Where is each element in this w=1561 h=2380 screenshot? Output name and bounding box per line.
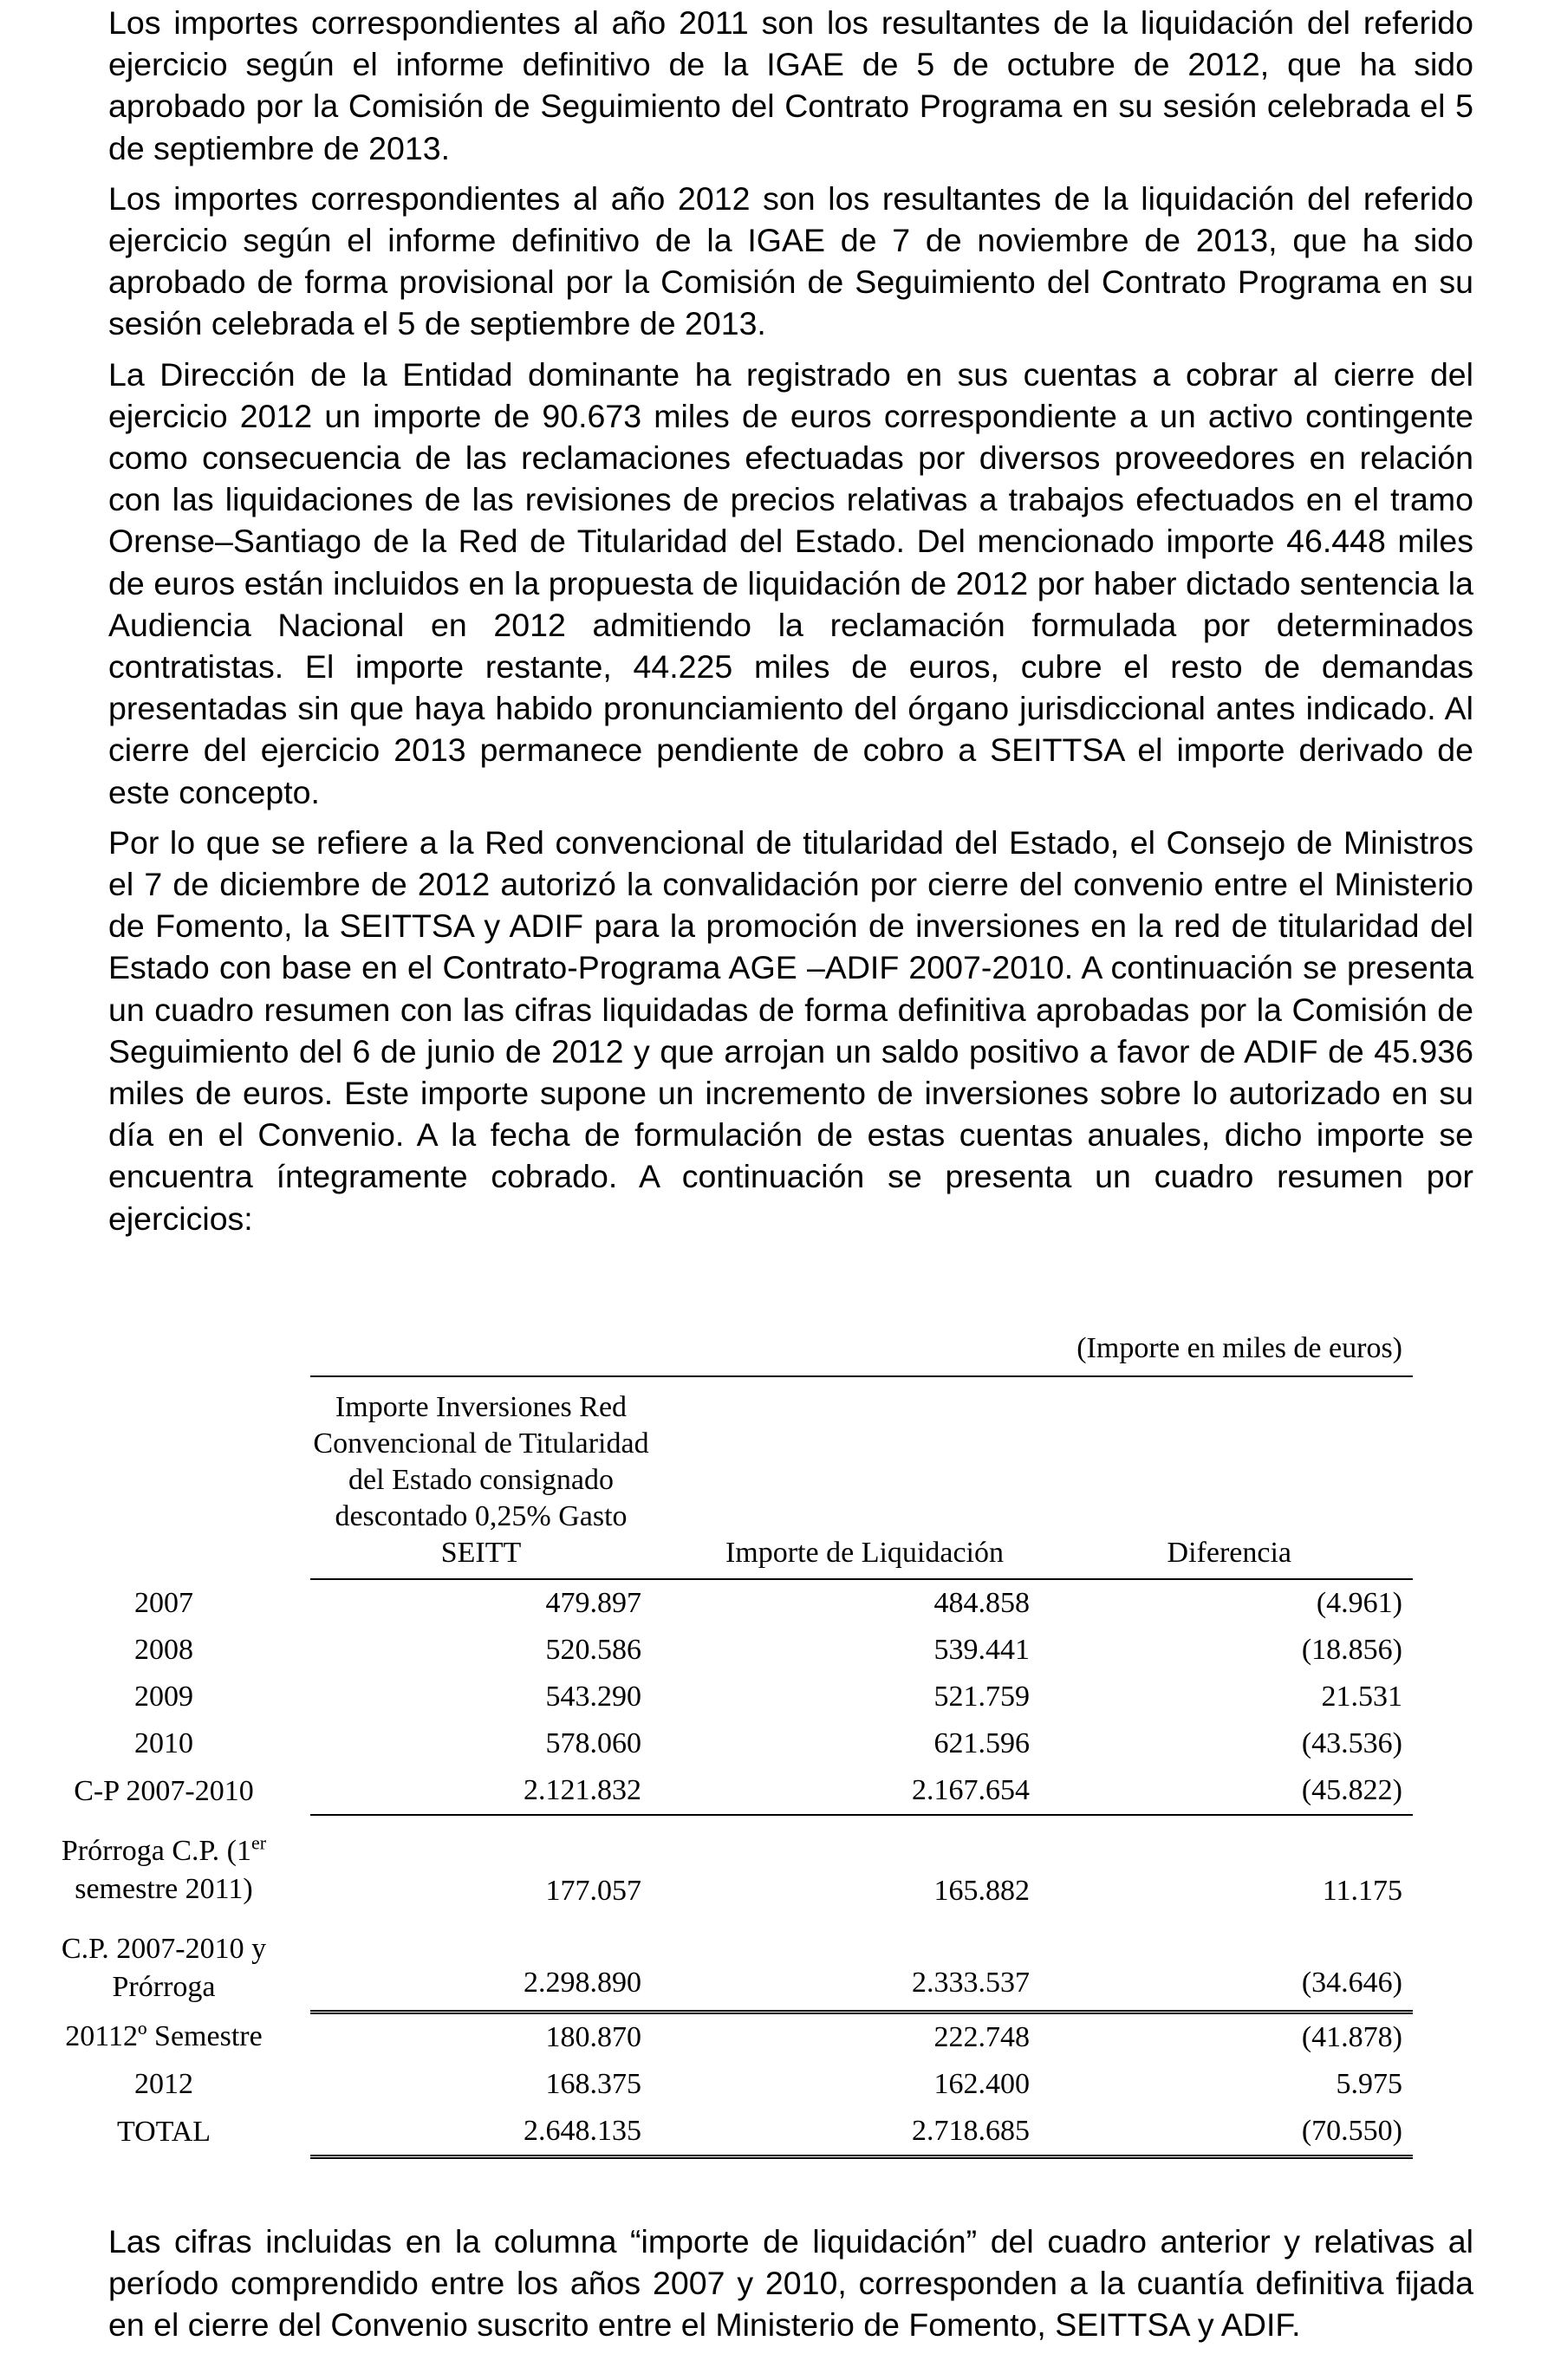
row-label-line2: semestre 2011): [75, 1872, 253, 1905]
cell-diferencia: (70.550): [1040, 2108, 1413, 2157]
row-label: TOTAL: [116, 2116, 211, 2149]
table-row-subtotal: [17, 1767, 1413, 1815]
cell-inversiones: 2.648.135: [310, 2108, 652, 2157]
table-row: [17, 1720, 1413, 1767]
cell-inversiones: 479.897: [545, 1587, 641, 1619]
cell-diferencia: (18.856): [1301, 1634, 1402, 1666]
cell-diferencia: 11.175: [1322, 1875, 1402, 1907]
cell-inversiones: 2.298.890: [310, 1925, 652, 2013]
row-label: 2007: [134, 1586, 193, 1619]
row-label: C-P 2007-2010: [74, 1774, 254, 1807]
table-row: [17, 2013, 1413, 2062]
cell-diferencia: (45.822): [1040, 1767, 1413, 1815]
body-text-top: [108, 2, 1473, 1248]
table-row: [17, 1674, 1413, 1720]
cell-diferencia: (41.878): [1301, 2021, 1402, 2053]
cell-diferencia: (4.961): [1316, 1587, 1402, 1619]
table-row: [17, 1815, 1413, 1925]
row-label: 2009: [134, 1681, 193, 1713]
investment-summary-table: [17, 1375, 1413, 2159]
paragraph-conventional-network: Por lo que se refiere a la Red convencional de titularidad del Estado, el Consejo de Ministros el 7 de diciembre de 2012 autorizó la convalidación por cierre del convenio entre el Ministerio de Fomento, la SEITTSA y ADIF para la promoción de inversiones en la red de titularidad del Estado con base en el Contrato-Programa AGE –ADIF 2007-2010. A continuación se presenta un cuadro resumen con las cifras liquidadas de forma definitiva aprobadas por la Comisión de Seguimiento del 6 de junio de 2012 y que arrojan un saldo positivo a favor de ADIF de 45.936 miles de euros. Este importe supone un incremento de inversiones sobre lo autorizado en su día en el Convenio. A la fecha de formulación de estas cuentas anuales, dicho importe se encuentra íntegramente cobrado. A continuación se presenta un cuadro resumen por ejercicios:: [108, 823, 1473, 1237]
cell-liquidacion: 621.596: [933, 1727, 1030, 1759]
cell-liquidacion: 2.718.685: [652, 2108, 1040, 2157]
cell-diferencia: 21.531: [1321, 1681, 1402, 1713]
cell-liquidacion: 222.748: [933, 2021, 1030, 2053]
row-label-line1: C.P. 2007-2010 y: [61, 1933, 267, 1966]
cell-inversiones: 180.870: [545, 2021, 641, 2053]
row-label: 2012: [134, 2068, 193, 2100]
table-row-total: [17, 2108, 1413, 2157]
table-header-inversiones: Importe Inversiones Red Convencional de Titularidad del Estado consignado descontado 0,25% Gasto SEITT: [310, 1376, 652, 1579]
cell-liquidacion: 162.400: [933, 2068, 1030, 2100]
cell-liquidacion: 165.882: [933, 1875, 1030, 1907]
paragraph-contingent-asset: La Dirección de la Entidad dominante ha registrado en sus cuentas a cobrar al cierre del ejercicio 2012 un importe de 90.673 miles de euros correspondiente a un activo contingente como consecuencia de las reclamaciones efectuadas por diversos proveedores en relación con las liquidaciones de las revisiones de precios relativas a trabajos efectuados en el tramo Orense–Santiago de la Red de Titularidad del Estado. Del mencionado importe 46.448 miles de euros están incluidos en la propuesta de liquidación de 2012 por haber dictado sentencia la Audiencia Nacional en 2012 admitiendo la reclamación formulada por determinados contratistas. El importe restante, 44.225 miles de euros, cubre el resto de demandas presentadas sin que haya habido pronunciamiento del órgano jurisdiccional antes indicado. Al cierre del ejercicio 2013 permanece pendiente de cobro a SEITTSA el importe derivado de este concepto.: [108, 355, 1473, 810]
cell-liquidacion: 2.333.537: [652, 1925, 1040, 2013]
row-label: 2010: [134, 1727, 193, 1759]
body-text-bottom: [108, 2221, 1473, 2355]
row-label-line2: Prórroga: [112, 1971, 216, 2004]
cell-inversiones: 168.375: [545, 2068, 641, 2100]
table-row: [17, 1627, 1413, 1674]
cell-liquidacion: 2.167.654: [652, 1767, 1040, 1815]
row-label-line1: Prórroga C.P. (1: [61, 1834, 251, 1867]
cell-inversiones: 520.586: [545, 1634, 641, 1666]
table-header-diferencia: Diferencia: [1040, 1376, 1413, 1579]
cell-diferencia: 5.975: [1336, 2068, 1402, 2100]
paragraph-2011-liquidation: Los importes correspondientes al año 2011 son los resultantes de la liquidación del referido ejercicio según el informe definitivo de la IGAE de 5 de octubre de 2012, que ha sido aprobado por la Comisión de Seguimiento del Contrato Programa en su sesión celebrada el 5 de septiembre de 2013.: [108, 4, 1473, 166]
row-label-superscript: er: [251, 1831, 267, 1854]
row-label: [17, 1815, 310, 1925]
table-row: [17, 1579, 1413, 1627]
table-row-subtotal: [17, 1925, 1413, 2013]
cell-inversiones: 578.060: [545, 1727, 641, 1759]
row-label: 20112º Semestre: [65, 2019, 263, 2052]
cell-diferencia: (43.536): [1301, 1727, 1402, 1759]
table-units-note: (Importe en miles de euros): [1076, 1332, 1402, 1364]
cell-inversiones: 2.121.832: [310, 1767, 652, 1815]
cell-liquidacion: 521.759: [933, 1681, 1030, 1713]
cell-liquidacion: 484.858: [933, 1587, 1030, 1619]
cell-liquidacion: 539.441: [933, 1634, 1030, 1666]
cell-diferencia: (34.646): [1040, 1925, 1413, 2013]
row-label: [17, 1925, 310, 2013]
cell-inversiones: 543.290: [545, 1681, 641, 1713]
table-row: [17, 2061, 1413, 2108]
paragraph-closing-note: Las cifras incluidas en la columna “importe de liquidación” del cuadro anterior y relativas al período comprendido entre los años 2007 y 2010, corresponden a la cuantía definitiva fijada en el cierre del Convenio suscrito entre el Ministerio de Fomento, SEITTSA y ADIF.: [108, 2223, 1473, 2344]
table-header-row: [17, 1376, 1413, 1579]
paragraph-2012-liquidation: Los importes correspondientes al año 2012 son los resultantes de la liquidación del referido ejercicio según el informe definitivo de la IGAE de 7 de noviembre de 2013, que ha sido aprobado de forma provisional por la Comisión de Seguimiento del Contrato Programa en su sesión celebrada el 5 de septiembre de 2013.: [108, 179, 1473, 342]
table-header-blank: [17, 1376, 310, 1579]
cell-inversiones: 177.057: [545, 1875, 641, 1907]
row-label: 2008: [134, 1634, 193, 1666]
table-header-liquidacion: Importe de Liquidación: [652, 1376, 1040, 1579]
